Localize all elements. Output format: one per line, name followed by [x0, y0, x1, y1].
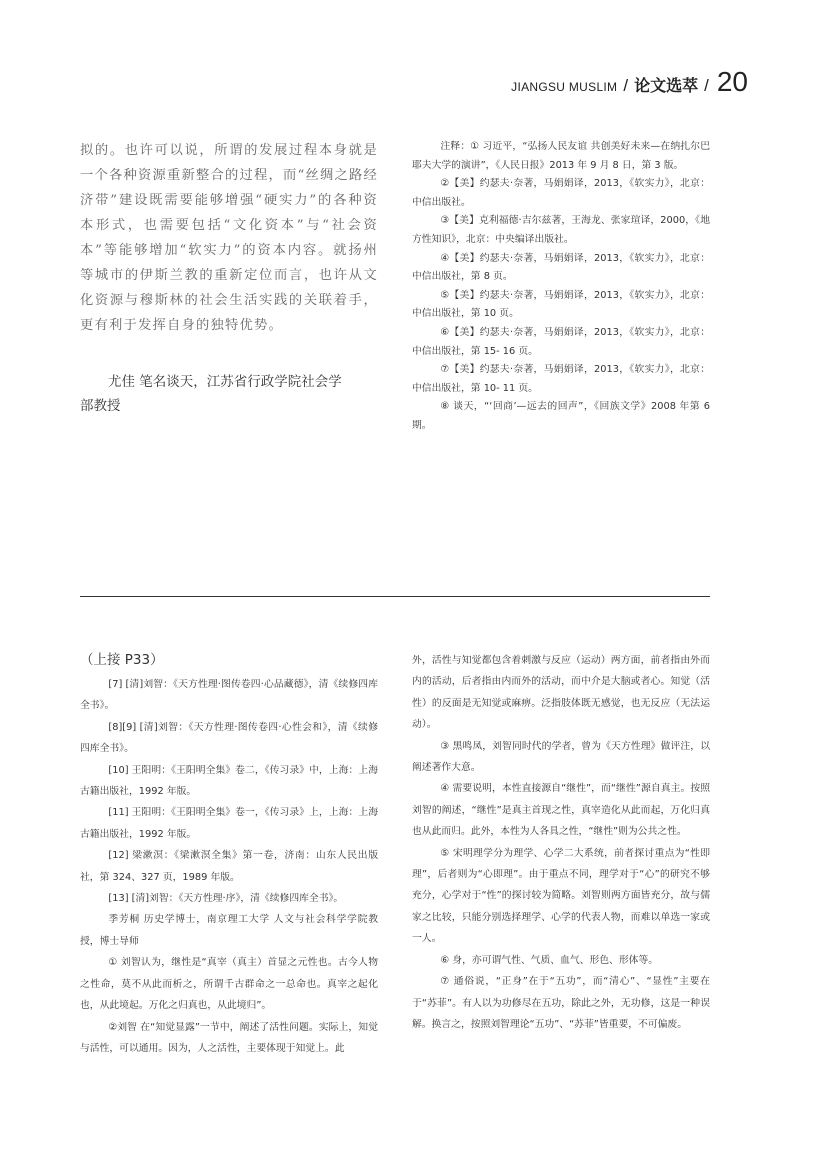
footnote: ⑤【美】约瑟夫·奈著，马娟娟译，2013，《软实力》，北京：中信出版社，第 10 页。: [412, 289, 710, 320]
footnote: ⑦【美】约瑟夫·奈著，马娟娟译，2013，《软实力》，北京：中信出版社，第 10- 11 页。: [412, 364, 710, 394]
running-header: [511, 66, 748, 98]
endnote: ②刘智 在“知觉显露”一节中，阐述了活性问题。实际上，知觉与活性，可以通用。因为，人之活性，主要体现于知觉上。此: [80, 1021, 378, 1054]
footnote: ⑧ 谈天，“‘回商’—远去的回声”，《回族文学》2008 年第 6 期。: [412, 401, 710, 431]
continued-column-right: [412, 650, 710, 1035]
section-divider: [80, 596, 710, 597]
endnote: ① 刘智认为，继性是“真宰（真主）首显之元性也。古今人物之性命，莫不从此而析之，所谓千古群命之一总命也。真宰之起化也，从此境起。万化之归真也，从此境归”。: [80, 957, 378, 1012]
reference-item: [11] 王阳明：《王阳明全集》卷一，《传习录》上，上海：上海古籍出版社，1992 年版。: [80, 807, 378, 840]
author-bio: 季芳桐 历史学博士，南京理工大学 人文与社会科学学院教授，博士导师: [80, 914, 378, 947]
footnote: 注释：① 习近平，“弘扬人民友谊 共创美好未来—在纳扎尔巴耶夫大学的演讲”，《人民日报》2013 年 9 月 8 日，第 3 版。: [412, 141, 710, 171]
author-bio-line: 部教授: [80, 398, 121, 414]
reference-item: [8][9] [清]刘智：《天方性理·图传卷四·心性会和》，清《续修四库全书》。: [80, 721, 378, 755]
reference-item: [7] [清]刘智：《天方性理·图传卷四·心品藏德》，清《续修四库全书》。: [80, 679, 378, 712]
footnote: ⑥【美】约瑟夫·奈著，马娟娟译，2013，《软实力》，北京：中信出版社，第 15- 16 页。: [412, 326, 710, 357]
section-title: 论文选萃: [634, 76, 699, 95]
continued-heading: （上接 P33）: [80, 652, 164, 668]
endnote: ⑥ 身，亦可谓气性、气质、血气、形色、形体等。: [440, 954, 659, 966]
reference-item: [13] [清]刘智：《天方性理·序》，清《续修四库全书》。: [108, 893, 344, 905]
footnote: ④【美】约瑟夫·奈著，马娟娟译，2013，《软实力》，北京：中信出版社，第 8 页。: [412, 252, 710, 283]
reference-item: [12] 梁漱溟：《梁漱溟全集》第一卷，济南：山东人民出版社，第 324、327 页，1989 年版。: [80, 850, 378, 883]
body-paragraph: 拟的。也许可以说，所谓的发展过程本身就是一个各种资源重新整合的过程，而“丝绸之路经济带”建设既需要能够增强“硬实力”的各种资本形式，也需要包括“文化资本”与“社会资本”等能够增加“软实力”的资本内容。就扬州等城市的伊斯兰教的重新定位而言，也许从文化资源与穆斯林的社会生活实践的关联着手，更有利于发挥自身的独特优势。: [80, 143, 378, 333]
endnote-continuation: 外，活性与知觉都包含着刺激与反应（运动）两方面，前者指由外而内的活动，后者指由内而外的活动，而中介是大脑或者心。知觉（活性）的反面是无知觉或麻痹。泛指肢体既无感觉，也无反应（无法运动）。: [412, 655, 710, 731]
header-separator: /: [704, 76, 709, 95]
journal-name: JIANGSU MUSLIM: [511, 80, 618, 94]
author-bio: [80, 370, 380, 418]
endnote: ⑦ 通俗说，“正身”在于“五功”，而“清心”、“显性”主要在于“苏菲”。有人以为功修尽在五功，除此之外，无功修，这是一种误解。换言之，按照刘智理论“五功”、“苏菲”皆重要，不可偏废。: [412, 976, 710, 1030]
footnotes: [412, 138, 710, 436]
continued-column-left: [80, 650, 378, 1059]
page-number: 20: [716, 66, 748, 97]
endnote: ③ 黑鸣凤，刘智同时代的学者，曾为《天方性理》做评注，以阐述著作大意。: [412, 740, 710, 774]
footnote: ②【美】约瑟夫·奈著，马娟娟译，2013，《软实力》，北京：中信出版社。: [412, 178, 710, 208]
author-bio-line: 尤佳 笔名谈天，江苏省行政学院社会学: [108, 374, 342, 390]
footnote: ③【美】克利福德·吉尔兹著，王海龙、张家瑄译，2000，《地方性知识》，北京：中央编译出版社。: [412, 215, 710, 245]
endnote: ⑤ 宋明理学分为理学、心学二大系统，前者探讨重点为“性即理”，后者则为“心即理”。由于重点不同，理学对于“心”的研究不够充分，心学对于“性”的探讨较为简略。刘智则两方面皆充分，故与儒家之比较，只能分别选择理学、心学的代表人物，而难以单选一家或一人。: [412, 847, 710, 945]
reference-item: [10] 王阳明：《王阳明全集》卷二，《传习录》中，上海：上海古籍出版社，1992 年版。: [80, 764, 378, 798]
endnote: ④ 需要说明，本性直接源自“继性”，而“继性”源自真主。按照刘智的阐述，“继性”是真主首现之性，真宰造化从此而起，万化归真也从此而归。此外，本性为人各具之性，“继性”则为公共之性。: [412, 783, 710, 838]
header-separator: /: [623, 76, 629, 95]
